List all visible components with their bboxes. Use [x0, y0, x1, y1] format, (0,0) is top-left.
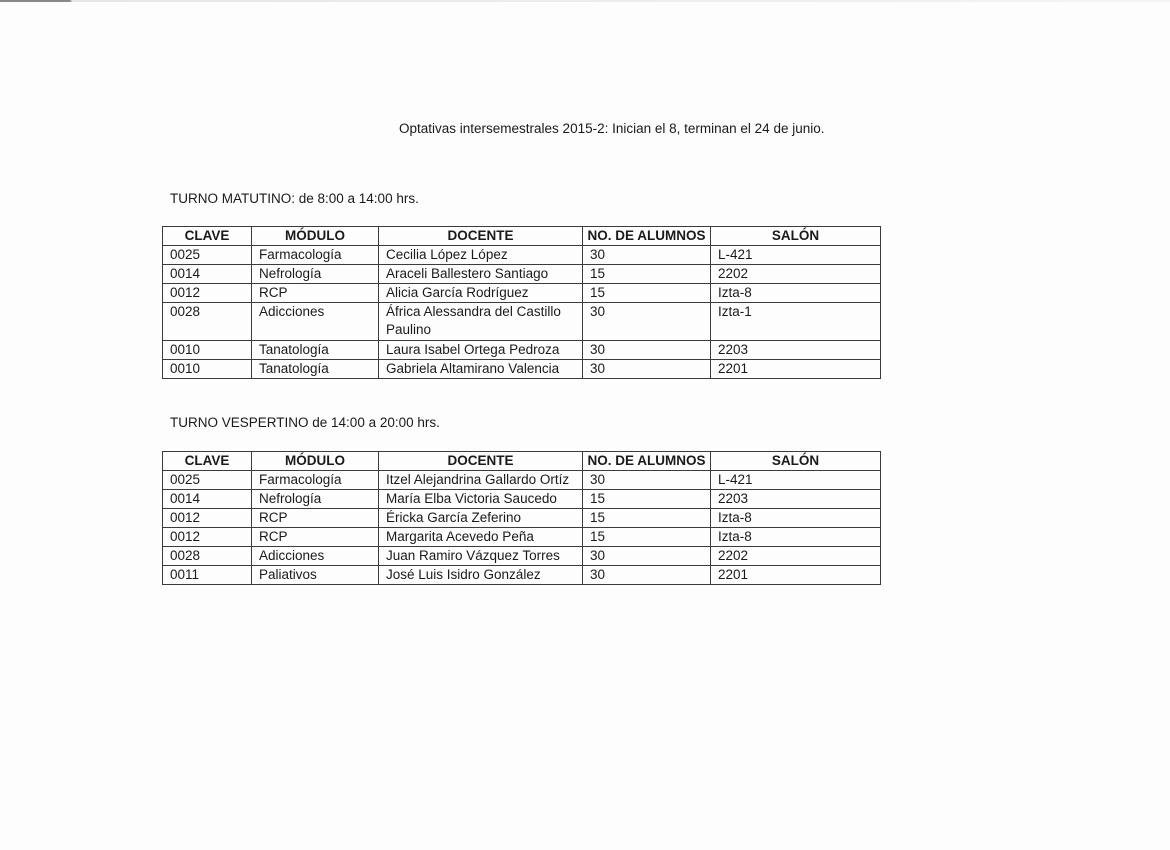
- cell-modulo: Nefrología: [252, 265, 379, 284]
- cell-modulo: Tanatología: [252, 341, 379, 360]
- table-row: [163, 265, 881, 284]
- cell-docente: José Luis Isidro González: [379, 566, 583, 585]
- header-salon: SALÓN: [711, 227, 881, 246]
- cell-salon: 2203: [711, 490, 881, 509]
- cell-clave: 0028: [163, 547, 252, 566]
- header-clave: CLAVE: [163, 227, 252, 246]
- table-row: [163, 471, 881, 490]
- cell-clave: 0025: [163, 471, 252, 490]
- morning-shift-label: TURNO MATUTINO: de 8:00 a 14:00 hrs.: [170, 191, 419, 206]
- cell-docente: Cecilia López López: [379, 246, 583, 265]
- table-header-row: [163, 452, 881, 471]
- cell-alumnos: 30: [583, 360, 711, 379]
- cell-modulo: RCP: [252, 528, 379, 547]
- table-header-row: [163, 227, 881, 246]
- cell-clave: 0012: [163, 509, 252, 528]
- cell-clave: 0012: [163, 528, 252, 547]
- cell-salon: Izta-8: [711, 284, 881, 303]
- cell-modulo: Farmacología: [252, 246, 379, 265]
- cell-salon: L-421: [711, 471, 881, 490]
- cell-alumnos: 30: [583, 246, 711, 265]
- cell-salon: 2202: [711, 265, 881, 284]
- table-row: [163, 509, 881, 528]
- cell-docente: Araceli Ballestero Santiago: [379, 265, 583, 284]
- table-row: [163, 284, 881, 303]
- cell-docente: África Alessandra del Castillo Paulino: [379, 303, 583, 341]
- table-row: [163, 360, 881, 379]
- table-row: [163, 246, 881, 265]
- cell-salon: 2203: [711, 341, 881, 360]
- scan-edge: [0, 0, 1170, 2]
- cell-alumnos: 30: [583, 471, 711, 490]
- cell-salon: Izta-8: [711, 509, 881, 528]
- header-clave: CLAVE: [163, 452, 252, 471]
- cell-docente: Itzel Alejandrina Gallardo Ortíz: [379, 471, 583, 490]
- evening-schedule-table: [162, 451, 881, 585]
- cell-docente: Éricka García Zeferino: [379, 509, 583, 528]
- cell-salon: Izta-8: [711, 528, 881, 547]
- cell-clave: 0010: [163, 341, 252, 360]
- cell-clave: 0014: [163, 490, 252, 509]
- cell-alumnos: 15: [583, 284, 711, 303]
- cell-docente: Laura Isabel Ortega Pedroza: [379, 341, 583, 360]
- table-row: [163, 528, 881, 547]
- header-docente: DOCENTE: [379, 227, 583, 246]
- header-alumnos: NO. DE ALUMNOS: [583, 452, 711, 471]
- cell-alumnos: 30: [583, 566, 711, 585]
- cell-alumnos: 15: [583, 509, 711, 528]
- cell-alumnos: 15: [583, 265, 711, 284]
- cell-salon: 2201: [711, 566, 881, 585]
- cell-modulo: Tanatología: [252, 360, 379, 379]
- header-modulo: MÓDULO: [252, 452, 379, 471]
- cell-clave: 0012: [163, 284, 252, 303]
- cell-alumnos: 30: [583, 341, 711, 360]
- cell-salon: 2202: [711, 547, 881, 566]
- header-salon: SALÓN: [711, 452, 881, 471]
- cell-alumnos: 30: [583, 547, 711, 566]
- cell-docente: Alicia García Rodríguez: [379, 284, 583, 303]
- header-docente: DOCENTE: [379, 452, 583, 471]
- cell-clave: 0011: [163, 566, 252, 585]
- table-row: [163, 490, 881, 509]
- morning-schedule-table: [162, 226, 881, 379]
- cell-modulo: RCP: [252, 284, 379, 303]
- table-row: [163, 547, 881, 566]
- cell-alumnos: 30: [583, 303, 711, 341]
- cell-modulo: Nefrología: [252, 490, 379, 509]
- cell-clave: 0010: [163, 360, 252, 379]
- cell-docente: Margarita Acevedo Peña: [379, 528, 583, 547]
- cell-docente: Gabriela Altamirano Valencia: [379, 360, 583, 379]
- cell-modulo: Farmacología: [252, 471, 379, 490]
- cell-modulo: Adicciones: [252, 303, 379, 341]
- table-row: [163, 341, 881, 360]
- cell-docente: María Elba Victoria Saucedo: [379, 490, 583, 509]
- cell-salon: Izta-1: [711, 303, 881, 341]
- table-row: [163, 303, 881, 341]
- header-alumnos: NO. DE ALUMNOS: [583, 227, 711, 246]
- cell-clave: 0025: [163, 246, 252, 265]
- cell-modulo: RCP: [252, 509, 379, 528]
- table-row: [163, 566, 881, 585]
- cell-salon: L-421: [711, 246, 881, 265]
- cell-salon: 2201: [711, 360, 881, 379]
- cell-docente: Juan Ramiro Vázquez Torres: [379, 547, 583, 566]
- cell-clave: 0028: [163, 303, 252, 341]
- cell-alumnos: 15: [583, 490, 711, 509]
- evening-shift-label: TURNO VESPERTINO de 14:00 a 20:00 hrs.: [170, 415, 440, 430]
- header-modulo: MÓDULO: [252, 227, 379, 246]
- cell-modulo: Adicciones: [252, 547, 379, 566]
- cell-clave: 0014: [163, 265, 252, 284]
- cell-alumnos: 15: [583, 528, 711, 547]
- page-heading: Optativas intersemestrales 2015-2: Inician el 8, terminan el 24 de junio.: [399, 121, 825, 136]
- cell-modulo: Paliativos: [252, 566, 379, 585]
